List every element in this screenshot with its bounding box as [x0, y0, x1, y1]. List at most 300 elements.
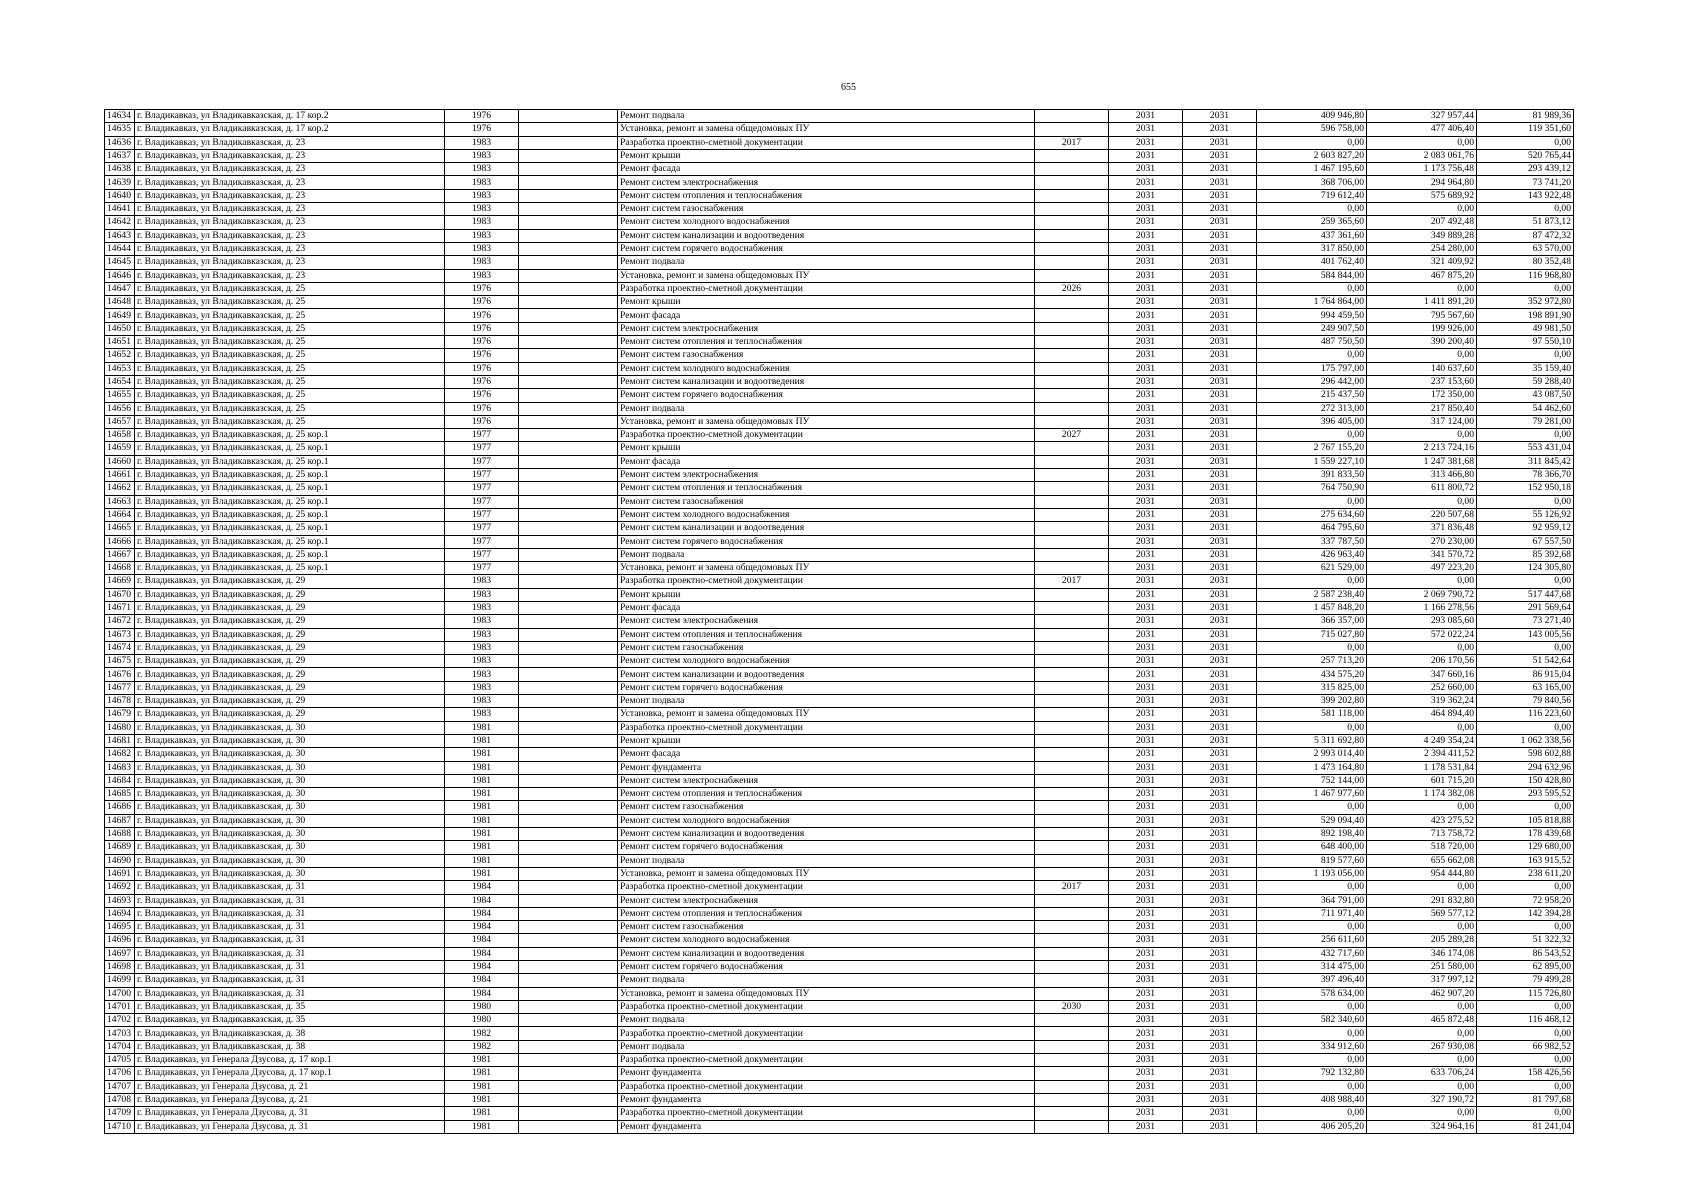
empty-cell: [519, 1000, 618, 1013]
total-cost-cell: 315 825,00: [1257, 681, 1367, 694]
empty-cell: [519, 934, 618, 947]
fund-cost-cell: 217 850,40: [1367, 402, 1477, 415]
end-year-cell: 2031: [1183, 575, 1257, 588]
table-row: [105, 349, 1574, 362]
end-year-cell: 2031: [1183, 296, 1257, 309]
table-row: [105, 562, 1574, 575]
empty-cell: [519, 309, 618, 322]
plan-year-cell: [1035, 1054, 1109, 1067]
plan-year-cell: [1035, 1027, 1109, 1040]
address-cell: г. Владикавказ, ул Владикавказская, д. 23: [135, 242, 445, 255]
start-year-cell: 2031: [1109, 389, 1183, 402]
work-type-cell: Ремонт фундамента: [618, 761, 1035, 774]
record-number-cell: 14660: [105, 455, 135, 468]
total-cost-cell: 487 750,50: [1257, 336, 1367, 349]
table-row: [105, 203, 1574, 216]
plan-year-cell: [1035, 455, 1109, 468]
empty-cell: [519, 349, 618, 362]
record-number-cell: 14686: [105, 801, 135, 814]
other-cost-cell: 73 271,40: [1477, 615, 1574, 628]
record-number-cell: 14635: [105, 123, 135, 136]
total-cost-cell: 317 850,00: [1257, 242, 1367, 255]
end-year-cell: 2031: [1183, 708, 1257, 721]
table-row: [105, 788, 1574, 801]
other-cost-cell: 79 499,28: [1477, 974, 1574, 987]
table-row: [105, 615, 1574, 628]
other-cost-cell: 116 223,60: [1477, 708, 1574, 721]
table-row: [105, 282, 1574, 295]
build-year-cell: 1976: [445, 282, 519, 295]
fund-cost-cell: 0,00: [1367, 801, 1477, 814]
build-year-cell: 1977: [445, 562, 519, 575]
total-cost-cell: 426 963,40: [1257, 548, 1367, 561]
end-year-cell: 2031: [1183, 1107, 1257, 1120]
total-cost-cell: 366 357,00: [1257, 615, 1367, 628]
fund-cost-cell: 252 660,00: [1367, 681, 1477, 694]
fund-cost-cell: 0,00: [1367, 282, 1477, 295]
total-cost-cell: 364 791,00: [1257, 894, 1367, 907]
address-cell: г. Владикавказ, ул Владикавказская, д. 23: [135, 149, 445, 162]
other-cost-cell: 35 159,40: [1477, 362, 1574, 375]
work-type-cell: Ремонт систем отопления и теплоснабжения: [618, 336, 1035, 349]
fund-cost-cell: 321 409,92: [1367, 256, 1477, 269]
build-year-cell: 1976: [445, 110, 519, 123]
end-year-cell: 2031: [1183, 828, 1257, 841]
address-cell: г. Владикавказ, ул Владикавказская, д. 30: [135, 788, 445, 801]
other-cost-cell: 520 765,44: [1477, 149, 1574, 162]
work-type-cell: Ремонт систем газоснабжения: [618, 921, 1035, 934]
plan-year-cell: [1035, 1093, 1109, 1106]
empty-cell: [519, 641, 618, 654]
end-year-cell: 2031: [1183, 628, 1257, 641]
address-cell: г. Владикавказ, ул Владикавказская, д. 25: [135, 362, 445, 375]
table-row: [105, 256, 1574, 269]
table-row: [105, 708, 1574, 721]
start-year-cell: 2031: [1109, 708, 1183, 721]
build-year-cell: 1984: [445, 974, 519, 987]
fund-cost-cell: 633 706,24: [1367, 1067, 1477, 1080]
address-cell: г. Владикавказ, ул Владикавказская, д. 29: [135, 668, 445, 681]
build-year-cell: 1983: [445, 242, 519, 255]
end-year-cell: 2031: [1183, 788, 1257, 801]
empty-cell: [519, 110, 618, 123]
total-cost-cell: 408 988,40: [1257, 1093, 1367, 1106]
other-cost-cell: 63 165,00: [1477, 681, 1574, 694]
empty-cell: [519, 176, 618, 189]
record-number-cell: 14651: [105, 336, 135, 349]
other-cost-cell: 0,00: [1477, 575, 1574, 588]
work-type-cell: Ремонт систем горячего водоснабжения: [618, 681, 1035, 694]
record-number-cell: 14703: [105, 1027, 135, 1040]
empty-cell: [519, 828, 618, 841]
fund-cost-cell: 575 689,92: [1367, 189, 1477, 202]
address-cell: г. Владикавказ, ул Владикавказская, д. 31: [135, 921, 445, 934]
fund-cost-cell: 349 889,28: [1367, 229, 1477, 242]
fund-cost-cell: 317 997,12: [1367, 974, 1477, 987]
total-cost-cell: 2 993 014,40: [1257, 748, 1367, 761]
total-cost-cell: 2 603 827,20: [1257, 149, 1367, 162]
other-cost-cell: 66 982,52: [1477, 1040, 1574, 1053]
table-body: [105, 110, 1574, 1134]
start-year-cell: 2031: [1109, 216, 1183, 229]
fund-cost-cell: 0,00: [1367, 921, 1477, 934]
address-cell: г. Владикавказ, ул Владикавказская, д. 25 кор.1: [135, 548, 445, 561]
total-cost-cell: 337 787,50: [1257, 535, 1367, 548]
work-type-cell: Ремонт крыши: [618, 588, 1035, 601]
end-year-cell: 2031: [1183, 774, 1257, 787]
empty-cell: [519, 1080, 618, 1093]
plan-year-cell: [1035, 495, 1109, 508]
fund-cost-cell: 518 720,00: [1367, 841, 1477, 854]
table-row: [105, 362, 1574, 375]
end-year-cell: 2031: [1183, 203, 1257, 216]
address-cell: г. Владикавказ, ул Владикавказская, д. 25 кор.1: [135, 482, 445, 495]
build-year-cell: 1981: [445, 854, 519, 867]
record-number-cell: 14661: [105, 469, 135, 482]
other-cost-cell: 116 468,12: [1477, 1014, 1574, 1027]
empty-cell: [519, 229, 618, 242]
record-number-cell: 14648: [105, 296, 135, 309]
build-year-cell: 1983: [445, 269, 519, 282]
build-year-cell: 1981: [445, 1093, 519, 1106]
record-number-cell: 14668: [105, 562, 135, 575]
plan-year-cell: [1035, 229, 1109, 242]
plan-year-cell: 2017: [1035, 881, 1109, 894]
other-cost-cell: 0,00: [1477, 641, 1574, 654]
start-year-cell: 2031: [1109, 402, 1183, 415]
plan-year-cell: 2027: [1035, 429, 1109, 442]
plan-year-cell: [1035, 256, 1109, 269]
build-year-cell: 1977: [445, 469, 519, 482]
end-year-cell: 2031: [1183, 176, 1257, 189]
plan-year-cell: 2026: [1035, 282, 1109, 295]
end-year-cell: 2031: [1183, 801, 1257, 814]
table-row: [105, 149, 1574, 162]
record-number-cell: 14657: [105, 415, 135, 428]
work-type-cell: Ремонт крыши: [618, 149, 1035, 162]
plan-year-cell: [1035, 189, 1109, 202]
record-number-cell: 14638: [105, 163, 135, 176]
fund-cost-cell: 267 930,08: [1367, 1040, 1477, 1053]
address-cell: г. Владикавказ, ул Владикавказская, д. 23: [135, 163, 445, 176]
total-cost-cell: 584 844,00: [1257, 269, 1367, 282]
end-year-cell: 2031: [1183, 721, 1257, 734]
address-cell: г. Владикавказ, ул Владикавказская, д. 23: [135, 176, 445, 189]
plan-year-cell: [1035, 668, 1109, 681]
other-cost-cell: 163 915,52: [1477, 854, 1574, 867]
build-year-cell: 1984: [445, 947, 519, 960]
table-row: [105, 163, 1574, 176]
table-row: [105, 522, 1574, 535]
build-year-cell: 1983: [445, 588, 519, 601]
plan-year-cell: [1035, 934, 1109, 947]
fund-cost-cell: 390 200,40: [1367, 336, 1477, 349]
work-type-cell: Ремонт фасада: [618, 163, 1035, 176]
build-year-cell: 1981: [445, 1054, 519, 1067]
empty-cell: [519, 1054, 618, 1067]
record-number-cell: 14698: [105, 961, 135, 974]
end-year-cell: 2031: [1183, 601, 1257, 614]
build-year-cell: 1977: [445, 429, 519, 442]
total-cost-cell: 334 912,60: [1257, 1040, 1367, 1053]
end-year-cell: 2031: [1183, 1014, 1257, 1027]
plan-year-cell: [1035, 1040, 1109, 1053]
build-year-cell: 1976: [445, 309, 519, 322]
start-year-cell: 2031: [1109, 535, 1183, 548]
empty-cell: [519, 987, 618, 1000]
total-cost-cell: 368 706,00: [1257, 176, 1367, 189]
build-year-cell: 1982: [445, 1040, 519, 1053]
start-year-cell: 2031: [1109, 721, 1183, 734]
address-cell: г. Владикавказ, ул Генерала Дзусова, д. 21: [135, 1080, 445, 1093]
empty-cell: [519, 269, 618, 282]
table-row: [105, 442, 1574, 455]
plan-year-cell: [1035, 774, 1109, 787]
build-year-cell: 1983: [445, 189, 519, 202]
plan-year-cell: [1035, 987, 1109, 1000]
start-year-cell: 2031: [1109, 801, 1183, 814]
table-row: [105, 641, 1574, 654]
record-number-cell: 14636: [105, 136, 135, 149]
address-cell: г. Владикавказ, ул Владикавказская, д. 35: [135, 1000, 445, 1013]
other-cost-cell: 143 922,48: [1477, 189, 1574, 202]
work-type-cell: Ремонт систем газоснабжения: [618, 641, 1035, 654]
total-cost-cell: 0,00: [1257, 641, 1367, 654]
record-number-cell: 14653: [105, 362, 135, 375]
record-number-cell: 14639: [105, 176, 135, 189]
empty-cell: [519, 881, 618, 894]
total-cost-cell: 0,00: [1257, 575, 1367, 588]
work-type-cell: Ремонт систем газоснабжения: [618, 203, 1035, 216]
fund-cost-cell: 251 580,00: [1367, 961, 1477, 974]
other-cost-cell: 49 981,50: [1477, 322, 1574, 335]
record-number-cell: 14696: [105, 934, 135, 947]
page-number: 655: [841, 82, 856, 93]
plan-year-cell: [1035, 322, 1109, 335]
plan-year-cell: [1035, 708, 1109, 721]
end-year-cell: 2031: [1183, 402, 1257, 415]
empty-cell: [519, 588, 618, 601]
work-type-cell: Ремонт систем отопления и теплоснабжения: [618, 482, 1035, 495]
record-number-cell: 14688: [105, 828, 135, 841]
work-type-cell: Ремонт крыши: [618, 296, 1035, 309]
fund-cost-cell: 327 190,72: [1367, 1093, 1477, 1106]
other-cost-cell: 143 005,56: [1477, 628, 1574, 641]
address-cell: г. Владикавказ, ул Владикавказская, д. 31: [135, 907, 445, 920]
end-year-cell: 2031: [1183, 469, 1257, 482]
total-cost-cell: 0,00: [1257, 1000, 1367, 1013]
other-cost-cell: 79 281,00: [1477, 415, 1574, 428]
fund-cost-cell: 293 085,60: [1367, 615, 1477, 628]
record-number-cell: 14646: [105, 269, 135, 282]
build-year-cell: 1983: [445, 615, 519, 628]
work-type-cell: Разработка проектно-сметной документации: [618, 881, 1035, 894]
other-cost-cell: 0,00: [1477, 1054, 1574, 1067]
table-row: [105, 455, 1574, 468]
fund-cost-cell: 346 174,08: [1367, 947, 1477, 960]
table-row: [105, 309, 1574, 322]
address-cell: г. Владикавказ, ул Владикавказская, д. 30: [135, 734, 445, 747]
empty-cell: [519, 947, 618, 960]
table-row: [105, 655, 1574, 668]
fund-cost-cell: 347 660,16: [1367, 668, 1477, 681]
end-year-cell: 2031: [1183, 1040, 1257, 1053]
build-year-cell: 1983: [445, 149, 519, 162]
start-year-cell: 2031: [1109, 1080, 1183, 1093]
end-year-cell: 2031: [1183, 974, 1257, 987]
address-cell: г. Владикавказ, ул Владикавказская, д. 30: [135, 854, 445, 867]
empty-cell: [519, 974, 618, 987]
other-cost-cell: 92 959,12: [1477, 522, 1574, 535]
start-year-cell: 2031: [1109, 482, 1183, 495]
start-year-cell: 2031: [1109, 814, 1183, 827]
build-year-cell: 1982: [445, 1027, 519, 1040]
plan-year-cell: [1035, 469, 1109, 482]
table-row: [105, 921, 1574, 934]
other-cost-cell: 116 968,80: [1477, 269, 1574, 282]
table-row: [105, 136, 1574, 149]
build-year-cell: 1984: [445, 907, 519, 920]
start-year-cell: 2031: [1109, 429, 1183, 442]
empty-cell: [519, 442, 618, 455]
capital-repair-table: [104, 109, 1574, 1134]
address-cell: г. Владикавказ, ул Владикавказская, д. 25: [135, 402, 445, 415]
fund-cost-cell: 317 124,00: [1367, 415, 1477, 428]
build-year-cell: 1984: [445, 921, 519, 934]
record-number-cell: 14690: [105, 854, 135, 867]
end-year-cell: 2031: [1183, 641, 1257, 654]
work-type-cell: Ремонт систем отопления и теплоснабжения: [618, 788, 1035, 801]
empty-cell: [519, 894, 618, 907]
end-year-cell: 2031: [1183, 1000, 1257, 1013]
plan-year-cell: [1035, 149, 1109, 162]
empty-cell: [519, 575, 618, 588]
plan-year-cell: [1035, 828, 1109, 841]
empty-cell: [519, 734, 618, 747]
table-row: [105, 322, 1574, 335]
total-cost-cell: 432 717,60: [1257, 947, 1367, 960]
table-row: [105, 123, 1574, 136]
table-row: [105, 389, 1574, 402]
build-year-cell: 1983: [445, 695, 519, 708]
plan-year-cell: [1035, 362, 1109, 375]
empty-cell: [519, 522, 618, 535]
empty-cell: [519, 761, 618, 774]
end-year-cell: 2031: [1183, 123, 1257, 136]
fund-cost-cell: 569 577,12: [1367, 907, 1477, 920]
other-cost-cell: 78 366,70: [1477, 469, 1574, 482]
table-row: [105, 841, 1574, 854]
address-cell: г. Владикавказ, ул Владикавказская, д. 29: [135, 575, 445, 588]
work-type-cell: Ремонт подвала: [618, 695, 1035, 708]
record-number-cell: 14637: [105, 149, 135, 162]
empty-cell: [519, 203, 618, 216]
address-cell: г. Владикавказ, ул Владикавказская, д. 25 кор.1: [135, 469, 445, 482]
record-number-cell: 14693: [105, 894, 135, 907]
build-year-cell: 1981: [445, 1080, 519, 1093]
work-type-cell: Разработка проектно-сметной документации: [618, 1107, 1035, 1120]
plan-year-cell: [1035, 721, 1109, 734]
empty-cell: [519, 322, 618, 335]
address-cell: г. Владикавказ, ул Владикавказская, д. 25: [135, 375, 445, 388]
table-row: [105, 974, 1574, 987]
work-type-cell: Ремонт систем горячего водоснабжения: [618, 535, 1035, 548]
start-year-cell: 2031: [1109, 734, 1183, 747]
record-number-cell: 14671: [105, 601, 135, 614]
table-row: [105, 774, 1574, 787]
start-year-cell: 2031: [1109, 136, 1183, 149]
empty-cell: [519, 681, 618, 694]
start-year-cell: 2031: [1109, 588, 1183, 601]
table-row: [105, 987, 1574, 1000]
fund-cost-cell: 1 411 891,20: [1367, 296, 1477, 309]
table-row: [105, 854, 1574, 867]
plan-year-cell: [1035, 1120, 1109, 1133]
work-type-cell: Ремонт систем холодного водоснабжения: [618, 216, 1035, 229]
end-year-cell: 2031: [1183, 562, 1257, 575]
table-row: [105, 1080, 1574, 1093]
other-cost-cell: 311 845,42: [1477, 455, 1574, 468]
build-year-cell: 1977: [445, 455, 519, 468]
plan-year-cell: [1035, 296, 1109, 309]
fund-cost-cell: 611 800,72: [1367, 482, 1477, 495]
work-type-cell: Разработка проектно-сметной документации: [618, 1054, 1035, 1067]
end-year-cell: 2031: [1183, 269, 1257, 282]
plan-year-cell: [1035, 349, 1109, 362]
plan-year-cell: [1035, 974, 1109, 987]
fund-cost-cell: 319 362,24: [1367, 695, 1477, 708]
end-year-cell: 2031: [1183, 389, 1257, 402]
build-year-cell: 1981: [445, 774, 519, 787]
table-row: [105, 402, 1574, 415]
fund-cost-cell: 199 926,00: [1367, 322, 1477, 335]
total-cost-cell: 994 459,50: [1257, 309, 1367, 322]
fund-cost-cell: 2 213 724,16: [1367, 442, 1477, 455]
work-type-cell: Ремонт систем канализации и водоотведения: [618, 828, 1035, 841]
plan-year-cell: [1035, 415, 1109, 428]
record-number-cell: 14694: [105, 907, 135, 920]
work-type-cell: Ремонт систем электроснабжения: [618, 176, 1035, 189]
table-row: [105, 176, 1574, 189]
address-cell: г. Владикавказ, ул Владикавказская, д. 23: [135, 189, 445, 202]
end-year-cell: 2031: [1183, 655, 1257, 668]
end-year-cell: 2031: [1183, 841, 1257, 854]
address-cell: г. Владикавказ, ул Генерала Дзусова, д. 31: [135, 1107, 445, 1120]
other-cost-cell: 0,00: [1477, 1107, 1574, 1120]
empty-cell: [519, 1027, 618, 1040]
start-year-cell: 2031: [1109, 907, 1183, 920]
empty-cell: [519, 1120, 618, 1133]
fund-cost-cell: 1 166 278,56: [1367, 601, 1477, 614]
fund-cost-cell: 601 715,20: [1367, 774, 1477, 787]
record-number-cell: 14666: [105, 535, 135, 548]
plan-year-cell: [1035, 681, 1109, 694]
address-cell: г. Владикавказ, ул Владикавказская, д. 25 кор.1: [135, 442, 445, 455]
work-type-cell: Установка, ремонт и замена общедомовых ПУ: [618, 562, 1035, 575]
build-year-cell: 1976: [445, 322, 519, 335]
empty-cell: [519, 867, 618, 880]
other-cost-cell: 0,00: [1477, 881, 1574, 894]
build-year-cell: 1981: [445, 721, 519, 734]
fund-cost-cell: 172 350,00: [1367, 389, 1477, 402]
end-year-cell: 2031: [1183, 748, 1257, 761]
start-year-cell: 2031: [1109, 641, 1183, 654]
end-year-cell: 2031: [1183, 415, 1257, 428]
table-row: [105, 269, 1574, 282]
plan-year-cell: [1035, 1107, 1109, 1120]
table-row: [105, 1093, 1574, 1106]
table-row: [105, 761, 1574, 774]
